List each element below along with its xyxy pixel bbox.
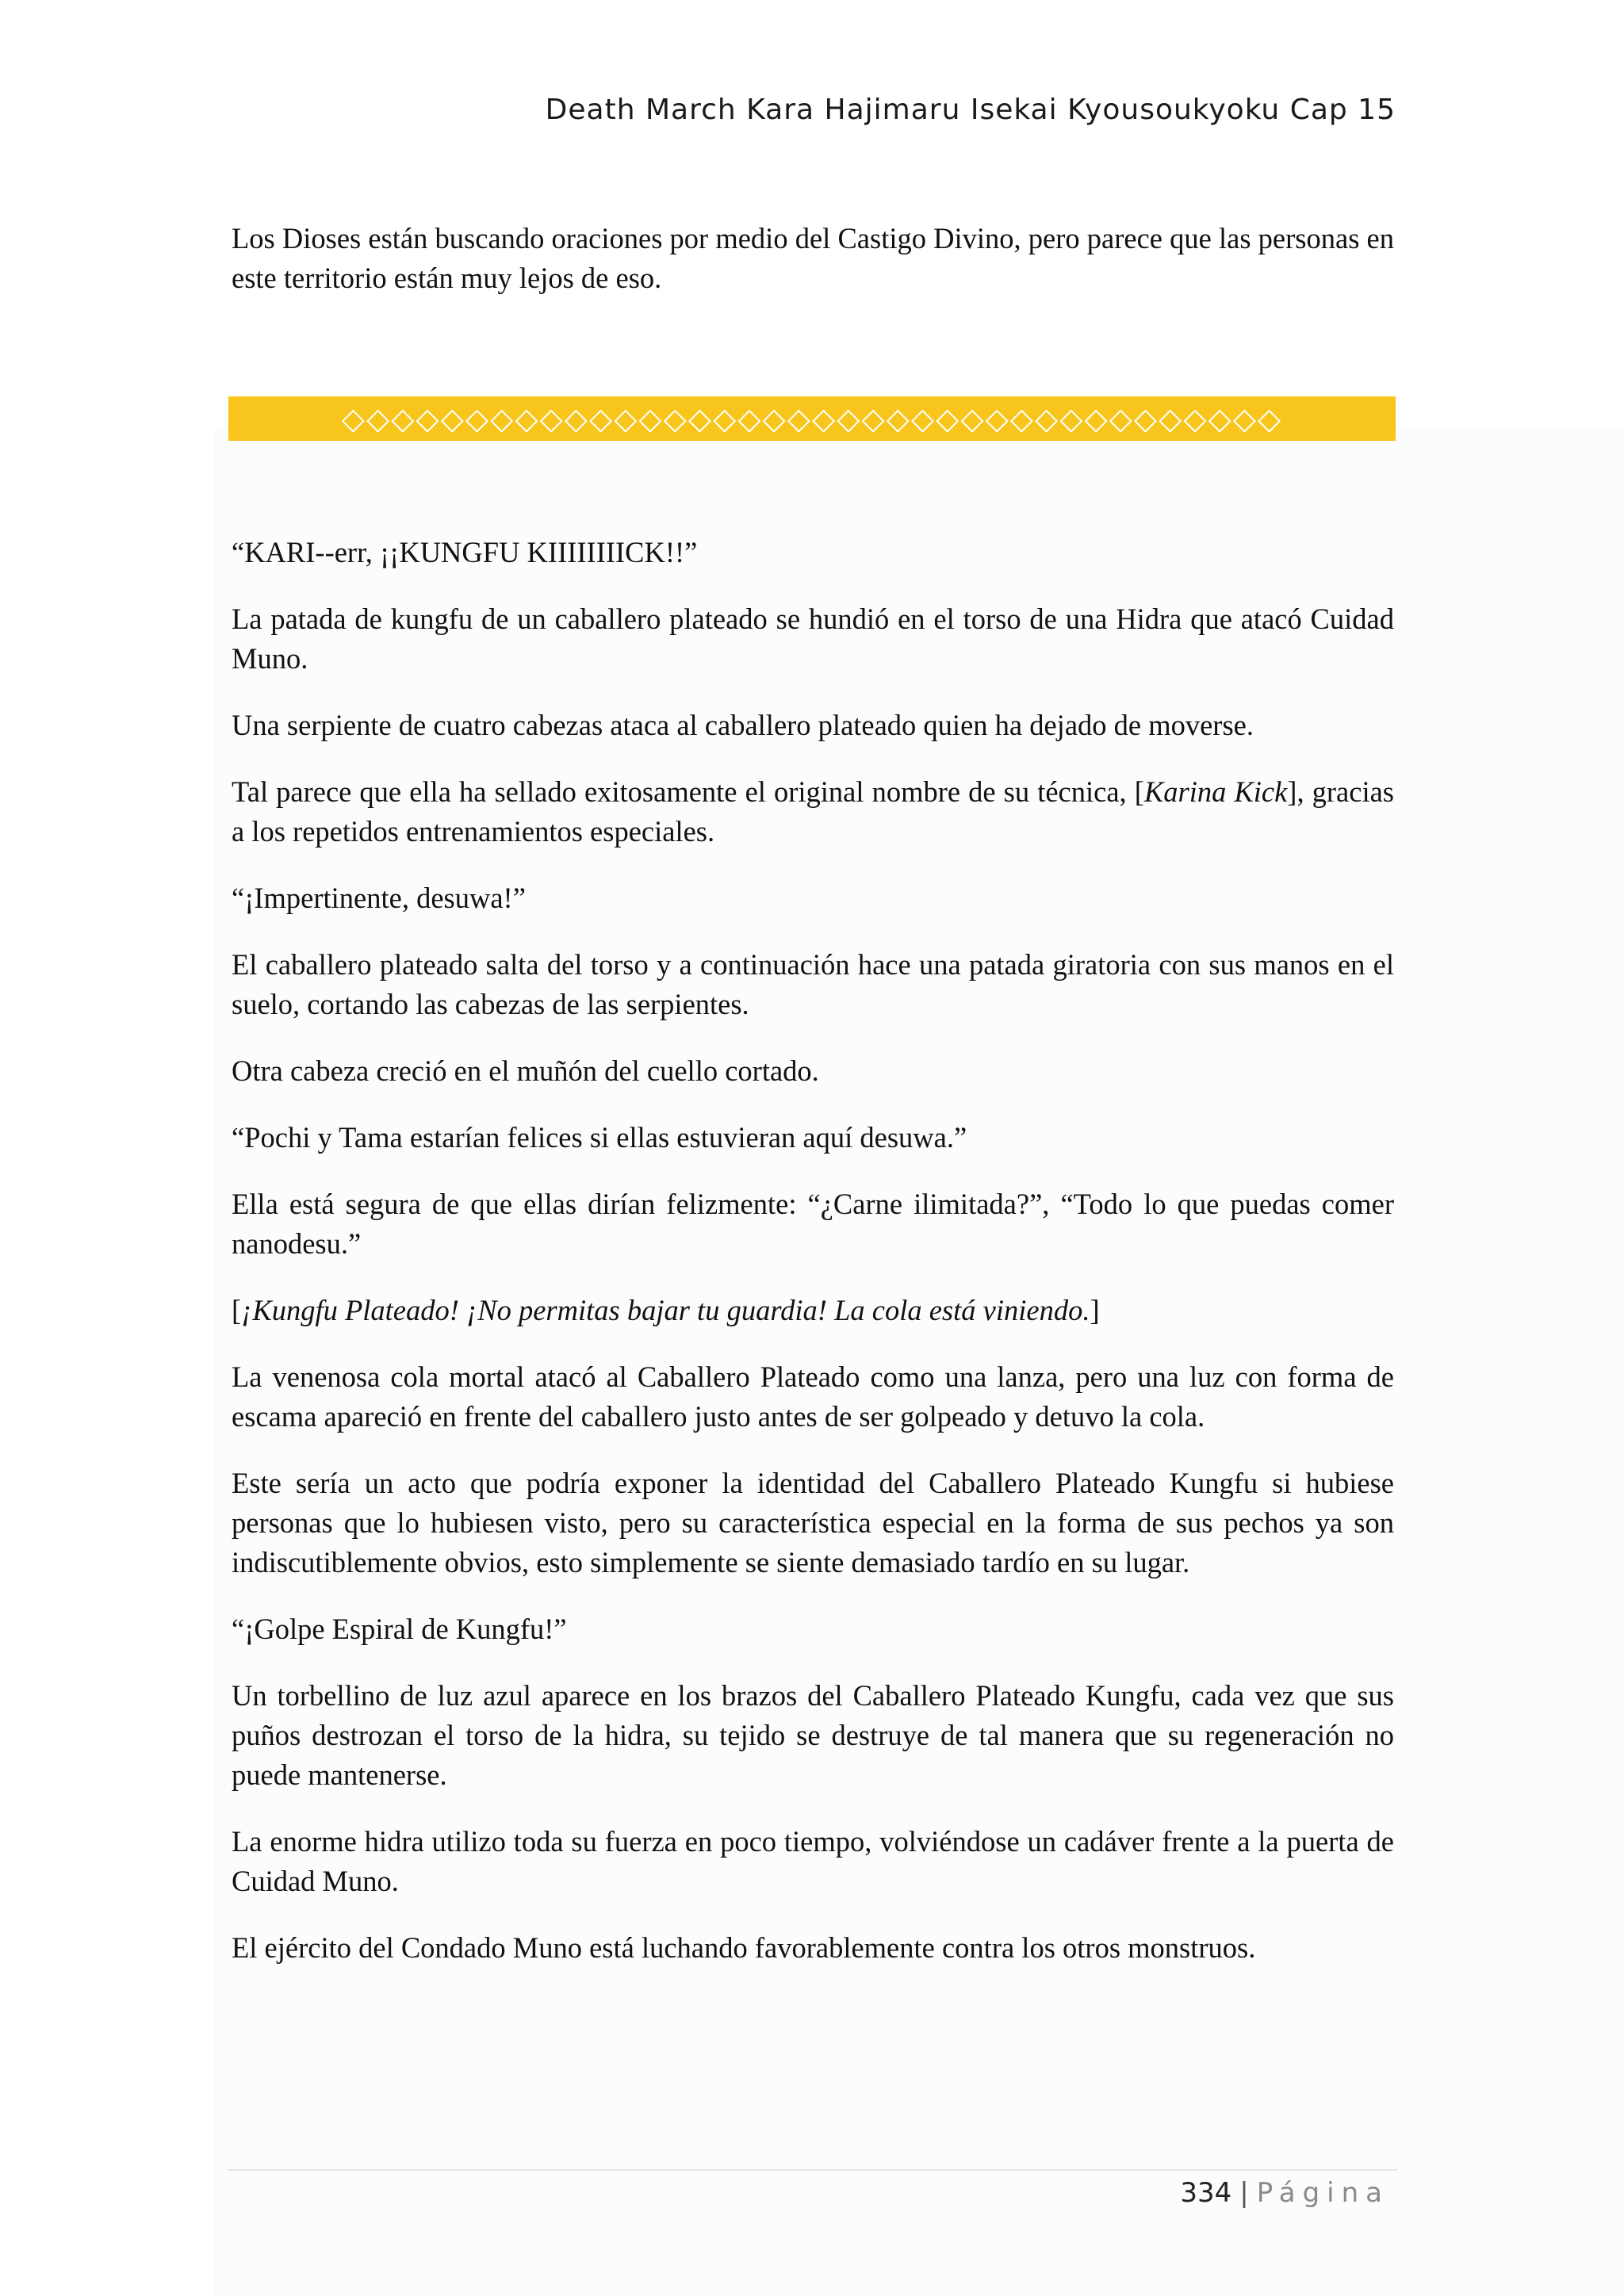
paragraph [232,772,1394,851]
telepathy-message: ¡Kungfu Plateado! ¡No permitas bajar tu guardia! La cola está viniendo. [241,1294,1090,1326]
paragraph: Los Dioses están buscando oraciones por medio del Castigo Divino, pero parece que las personas en este territorio están muy lejos de eso. [232,222,1394,294]
page-label: Página [1256,2177,1389,2209]
text-run: [ [232,1294,242,1326]
paragraph: Un torbellino de luz azul aparece en los brazos del Caballero Plateado Kungfu, cada vez que sus puños destrozan el torso de la hidra, su tejido se destruye de tal manera que su regeneración no puede mantenerse. [232,1679,1394,1791]
paragraph: “Pochi y Tama estarían felices si ellas estuvieran aquí desuwa.” [232,1121,967,1154]
paragraph: El ejército del Condado Muno está luchando favorablemente contra los otros monstruos. [232,1931,1256,1964]
text-run: Tal parece que ella ha sellado exitosamente el original nombre de su técnica, [ [232,775,1144,808]
paragraph: La enorme hidra utilizo toda su fuerza en poco tiempo, volviéndose un cadáver frente a la puerta de Cuidad Muno. [232,1825,1394,1897]
running-header: Death March Kara Hajimaru Isekai Kyousoukyoku Cap 15 [545,94,1396,126]
paragraph: “KARI--err, ¡¡KUNGFU KIIIIIIIICK!!” [232,536,698,568]
skill-name: Karina Kick [1143,775,1288,808]
page-footer [230,2177,1389,2209]
paragraph [232,1291,1394,1330]
intro-section [232,219,1394,325]
section-divider [228,396,1396,441]
chapter-body [232,533,1394,1995]
text-run: ], gracias a los repetidos entrenamientos especiales. [232,775,1394,848]
paragraph: La venenosa cola mortal atacó al Caballero Plateado como una lanza, pero una luz con forma de escama apareció en frente del caballero justo antes de ser golpeado y detuvo la cola. [232,1360,1394,1433]
footer-separator: | [1239,2177,1249,2209]
paragraph: “¡Impertinente, desuwa!” [232,882,526,914]
paragraph: Una serpiente de cuatro cabezas ataca al caballero plateado quien ha dejado de moverse. [232,709,1254,741]
footer-rule [228,2169,1397,2171]
paragraph: Otra cabeza creció en el muñón del cuello cortado. [232,1054,819,1087]
paragraph: “¡Golpe Espiral de Kungfu!” [232,1613,567,1645]
diamond-ornament-icon: ◇◇◇◇◇◇◇◇◇◇◇◇◇◇◇◇◇◇◇◇◇◇◇◇◇◇◇◇◇◇◇◇◇◇◇◇◇◇ [341,401,1283,436]
paragraph: Este sería un acto que podría exponer la identidad del Caballero Plateado Kungfu si hubiese personas que lo hubiesen visto, pero su característica especial en la forma de sus pechos ya son indiscutiblemente obvios, esto simplemente se siente demasiado tardío en su lugar. [232,1467,1394,1578]
paragraph: Ella está segura de que ellas dirían felizmente: “¿Carne ilimitada?”, “Todo lo que puedas comer nanodesu.” [232,1188,1394,1260]
text-run: ] [1090,1294,1100,1326]
paragraph: La patada de kungfu de un caballero plateado se hundió en el torso de una Hidra que atacó Cuidad Muno. [232,603,1394,675]
page-number: 334 [1180,2177,1232,2209]
paragraph: El caballero plateado salta del torso y a continuación hace una patada giratoria con sus manos en el suelo, cortando las cabezas de las serpientes. [232,948,1394,1020]
